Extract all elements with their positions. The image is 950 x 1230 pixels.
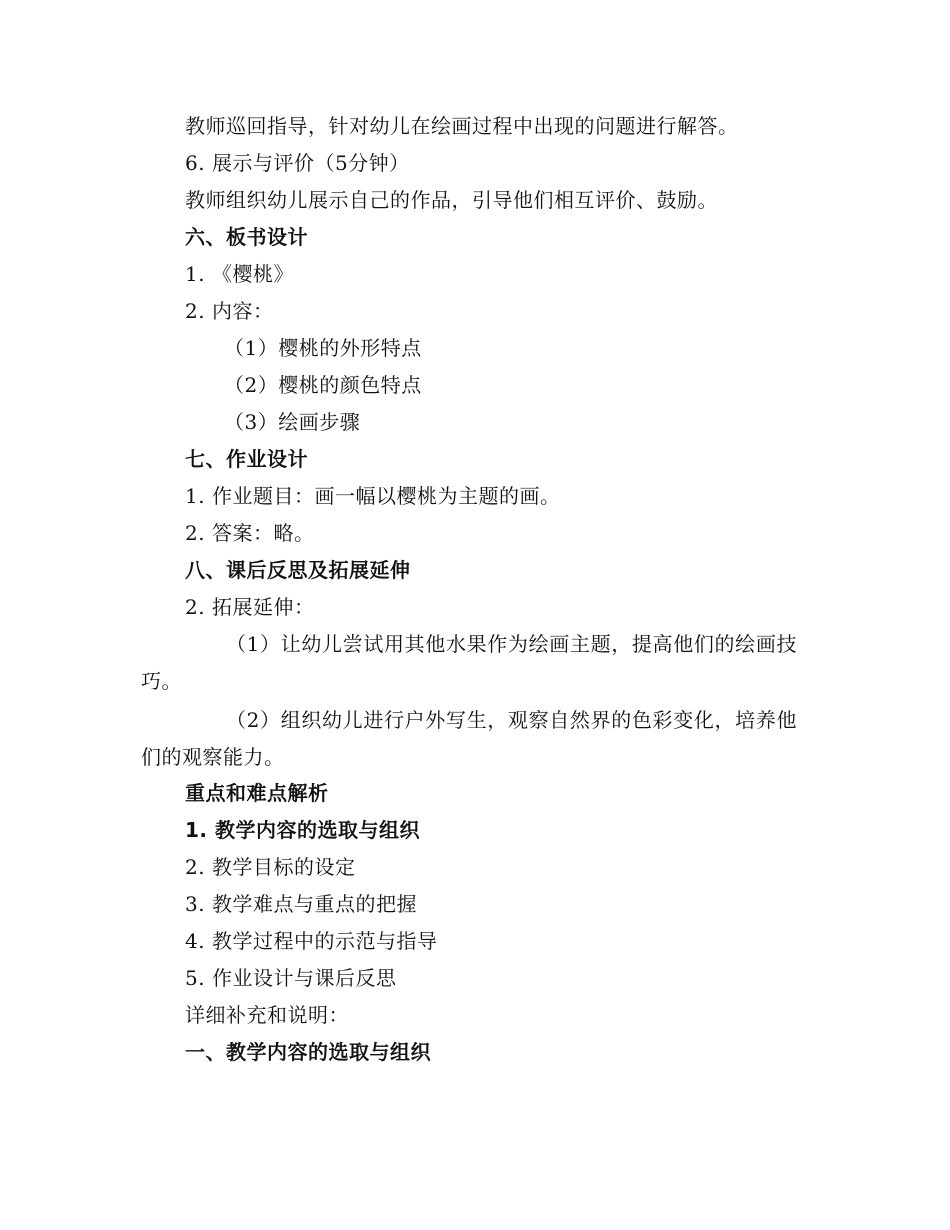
- heading-blackboard-design: 六、板书设计: [185, 225, 308, 249]
- list-item-objectives: 2. 教学目标的设定: [185, 855, 356, 879]
- paragraph-display-works: 教师组织幼儿展示自己的作品，引导他们相互评价、鼓励。: [185, 188, 718, 212]
- sub-item-shape: （1）樱桃的外形特点: [224, 336, 422, 360]
- list-item-homework-reflection: 5. 作业设计与课后反思: [185, 966, 397, 990]
- list-item-content-selection: 1. 教学内容的选取与组织: [185, 818, 420, 842]
- list-item-extension: 2. 拓展延伸：: [185, 595, 315, 619]
- list-item-demonstration: 4. 教学过程中的示范与指导: [185, 929, 438, 953]
- list-item-answer: 2. 答案：略。: [185, 521, 315, 545]
- sub-item-color: （2）樱桃的颜色特点: [224, 373, 422, 397]
- list-item-title: 1. 《樱桃》: [185, 262, 294, 286]
- list-item-content: 2. 内容：: [185, 299, 274, 323]
- heading-homework-design: 七、作业设计: [185, 447, 308, 471]
- list-item-display-evaluation: 6. 展示与评价（5分钟）: [185, 151, 410, 175]
- sub-item-steps: （3）绘画步骤: [224, 410, 361, 434]
- list-item-difficulties: 3. 教学难点与重点的把握: [185, 892, 417, 916]
- list-item-homework-topic: 1. 作业题目：画一幅以樱桃为主题的画。: [185, 484, 561, 508]
- heading-content-selection: 一、教学内容的选取与组织: [185, 1040, 431, 1064]
- paragraph-supplement: 详细补充和说明：: [185, 1003, 349, 1027]
- paragraph-extension-2: （2）组织幼儿进行户外写生，观察自然界的色彩变化，培养他们的观察能力。: [141, 708, 797, 769]
- heading-key-points: 重点和难点解析: [185, 781, 329, 805]
- paragraph-teacher-guidance: 教师巡回指导，针对幼儿在绘画过程中出现的问题进行解答。: [185, 114, 739, 138]
- heading-reflection-extension: 八、课后反思及拓展延伸: [185, 558, 411, 582]
- paragraph-extension-1: （1）让幼儿尝试用其他水果作为绘画主题，提高他们的绘画技巧。: [141, 632, 797, 693]
